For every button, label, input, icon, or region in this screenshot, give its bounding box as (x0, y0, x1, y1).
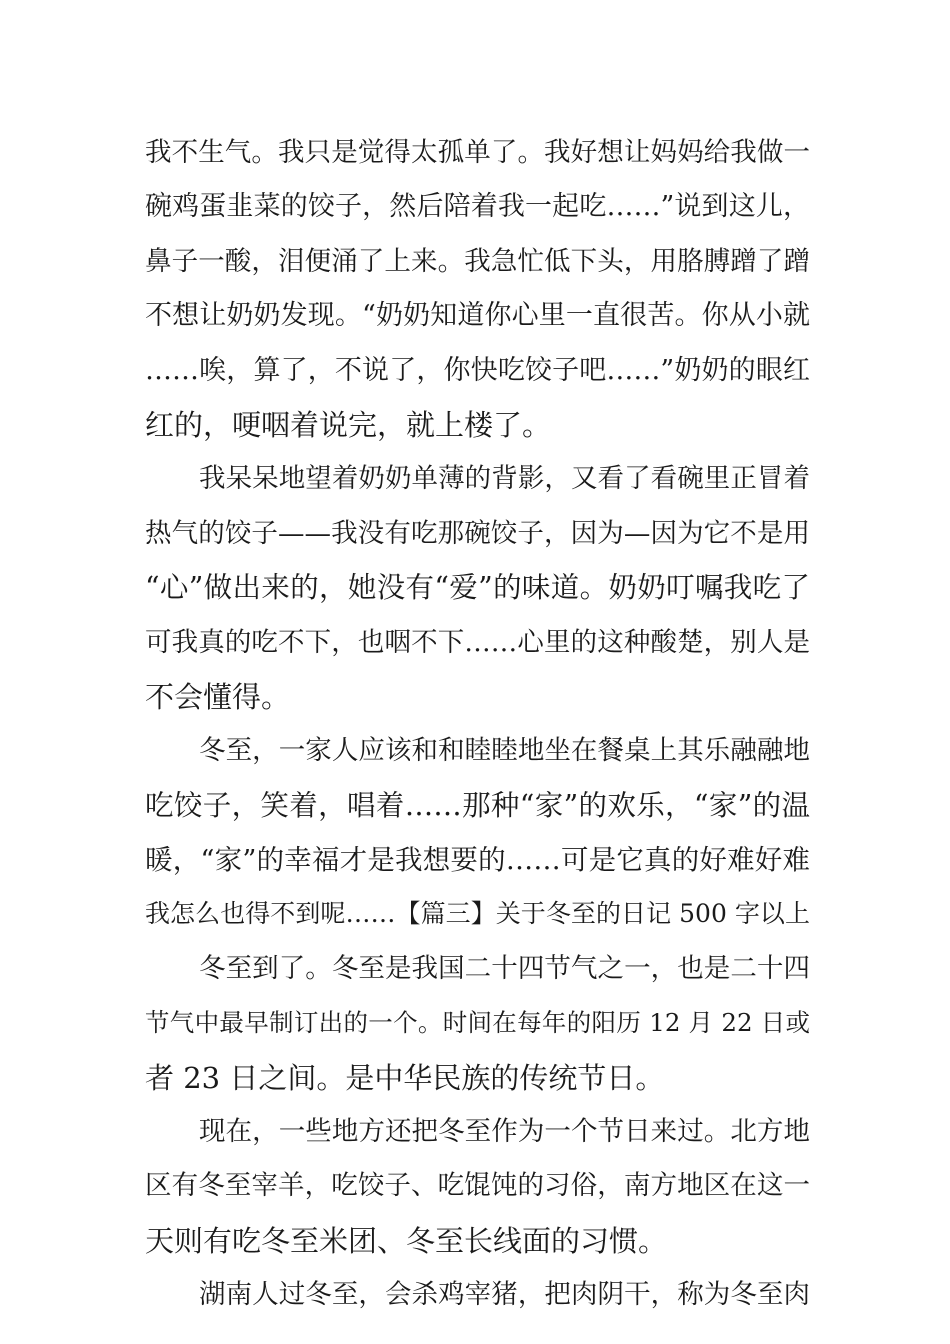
text-line: 红的，哽咽着说完，就上楼了。 (145, 407, 552, 442)
text-line: 热气的饺子——我没有吃那碗饺子，因为—因为它不是用 (145, 517, 810, 549)
text-line: “心”做出来的，她没有“爱”的味道。奶奶叮嘱我吃了 (145, 571, 810, 605)
text-line: 湖南人过冬至，会杀鸡宰猪，把肉阴干，称为冬至肉 (199, 1279, 810, 1311)
text-line: 暖，“家”的幸福才是我想要的……可是它真的好难好难 (145, 844, 810, 877)
text-line: ……唉，算了，不说了，你快吃饺子吧……”奶奶的眼红 (145, 354, 810, 386)
text-line: 吃饺子，笑着，唱着……那种“家”的欢乐，“家”的温 (145, 788, 810, 822)
text-line: 冬至到了。冬至是我国二十四节气之一，也是二十四 (199, 952, 810, 984)
text-line: 区有冬至宰羊，吃饺子、吃馄饨的习俗，南方地区在这一 (145, 1170, 810, 1202)
body-text (145, 126, 810, 1323)
text-line: 不会懂得。 (145, 679, 291, 714)
text-line: 天则有吃冬至米团、冬至长线面的习惯。 (145, 1223, 668, 1258)
text-line: 不想让奶奶发现。“奶奶知道你心里一直很苦。你从小就 (145, 300, 810, 332)
text-line: 碗鸡蛋韭菜的饺子，然后陪着我一起吃……”说到这儿， (145, 191, 810, 223)
text-line: 我不生气。我只是觉得太孤单了。我好想让妈妈给我做一 (145, 137, 810, 168)
text-line: 我呆呆地望着奶奶单薄的背影，又看了看碗里正冒着 (199, 463, 810, 495)
text-line: 节气中最早制订出的一个。时间在每年的阳历 12 月 22 日或 (145, 1008, 810, 1038)
text-line: 冬至，一家人应该和和睦睦地坐在餐桌上其乐融融地 (199, 735, 810, 767)
text-line: 鼻子一酸，泪便涌了上来。我急忙低下头，用胳膊蹭了蹭 (145, 245, 810, 277)
text-line: 现在，一些地方还把冬至作为一个节日来过。北方地 (199, 1116, 810, 1148)
text-line: 我怎么也得不到呢……【篇三】关于冬至的日记 500 字以上 (145, 899, 810, 929)
text-line: 者 23 日之间。是中华民族的传统节日。 (145, 1060, 665, 1095)
text-line: 可我真的吃不下，也咽不下……心里的这种酸楚，别人是 (145, 626, 810, 658)
